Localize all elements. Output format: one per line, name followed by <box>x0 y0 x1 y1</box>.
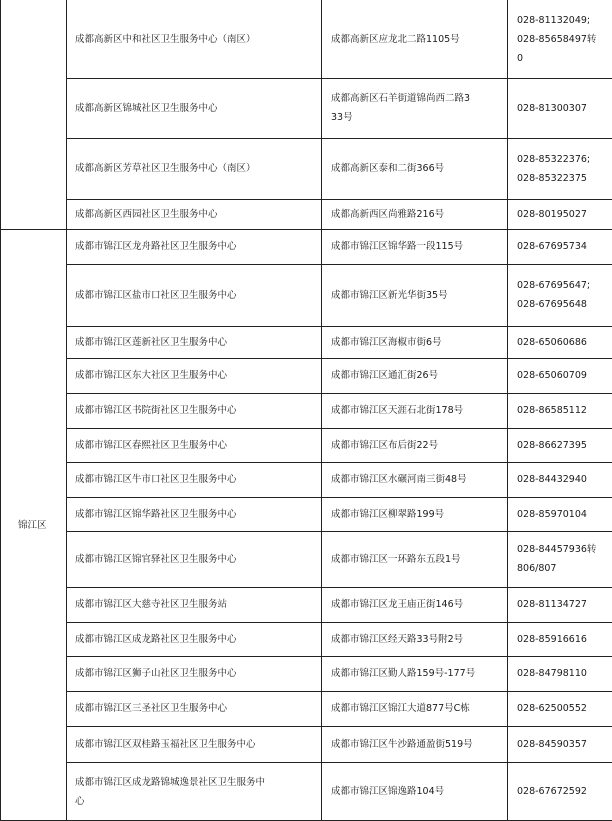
facility-name: 成都高新区西园社区卫生服务中心 <box>75 208 218 220</box>
facility-name-cell <box>66 587 321 622</box>
address-cell <box>321 462 507 497</box>
phone-cell <box>507 358 612 393</box>
facility-address: 成都市锦江区一环路东五段1号 <box>331 553 461 565</box>
facility-address: 成都高新区石羊街道锦尚西二路3 33号 <box>331 93 471 123</box>
phone-cell <box>507 462 612 497</box>
facility-name: 成都市锦江区成龙路锦城逸景社区卫生服务中 心 <box>75 776 266 807</box>
facility-name: 成都高新区中和社区卫生服务中心（南区） <box>75 33 256 45</box>
facility-phone: 028-62500552 <box>517 703 587 714</box>
facility-name: 成都市锦江区三圣社区卫生服务中心 <box>75 703 228 714</box>
facility-address: 成都市锦江区柳翠路199号 <box>331 508 445 520</box>
facility-name: 成都市锦江区狮子山社区卫生服务中心 <box>75 668 237 679</box>
facility-name-cell <box>66 656 321 691</box>
address-cell <box>321 762 507 821</box>
facility-address: 成都市锦江区勤人路159号-177号 <box>331 668 476 679</box>
facility-phone: 028-85970104 <box>517 508 587 520</box>
facility-name-cell <box>66 0 321 78</box>
facility-phone: 028-67695647; 028-67695648 <box>517 280 591 310</box>
facility-address: 成都市锦江区锦逸路104号 <box>331 786 445 797</box>
phone-cell <box>507 587 612 622</box>
phone-cell <box>507 264 612 326</box>
facility-phone: 028-80195027 <box>517 208 587 220</box>
phone-cell <box>507 726 612 762</box>
facility-address: 成都市锦江区锦江大道877号C栋 <box>331 703 470 714</box>
address-cell <box>321 78 507 138</box>
facility-name: 成都市锦江区龙舟路社区卫生服务中心 <box>75 241 237 252</box>
facility-address: 成都市锦江区通汇街26号 <box>331 370 439 381</box>
facility-name: 成都市锦江区春熙社区卫生服务中心 <box>75 439 228 451</box>
facility-address: 成都市锦江区锦华路一段115号 <box>331 241 464 252</box>
phone-cell <box>507 691 612 726</box>
facility-phone: 028-81132049; 028-85658497转 0 <box>517 14 597 64</box>
address-cell <box>321 229 507 264</box>
facility-name-cell <box>66 393 321 428</box>
address-cell <box>321 691 507 726</box>
address-cell <box>321 622 507 656</box>
address-cell <box>321 138 507 199</box>
facility-name-cell <box>66 497 321 531</box>
facility-name: 成都市锦江区成龙路社区卫生服务中心 <box>75 633 237 645</box>
address-cell <box>321 587 507 622</box>
facility-address: 成都高新区泰和二街366号 <box>331 163 445 174</box>
phone-cell <box>507 762 612 821</box>
facility-name-cell <box>66 326 321 358</box>
phone-cell <box>507 138 612 199</box>
facility-name: 成都市锦江区莲新社区卫生服务中心 <box>75 336 228 348</box>
facility-name-cell <box>66 78 321 138</box>
phone-cell <box>507 393 612 428</box>
facility-name-cell <box>66 462 321 497</box>
facility-address: 成都市锦江区水碾河南三街48号 <box>331 474 467 485</box>
phone-cell <box>507 0 612 78</box>
facility-address: 成都市锦江区龙王庙正街146号 <box>331 599 464 610</box>
facility-address: 成都高新西区尚雅路216号 <box>331 208 445 220</box>
facility-name: 成都高新区芳草社区卫生服务中心（南区） <box>75 163 256 174</box>
facility-phone: 028-85916616 <box>517 633 587 645</box>
facility-phone: 028-84457936转 806/807 <box>517 544 597 574</box>
phone-cell <box>507 78 612 138</box>
facility-address: 成都市锦江区布后街22号 <box>331 439 439 451</box>
phone-cell <box>507 497 612 531</box>
address-cell <box>321 0 507 78</box>
facility-name-cell <box>66 229 321 264</box>
address-cell <box>321 326 507 358</box>
phone-cell <box>507 229 612 264</box>
address-cell <box>321 531 507 587</box>
facility-name-cell <box>66 622 321 656</box>
facility-name-cell <box>66 428 321 462</box>
facility-phone: 028-65060686 <box>517 336 587 348</box>
facility-phone: 028-84590357 <box>517 738 587 750</box>
facility-phone: 028-84432940 <box>517 474 587 485</box>
facility-address: 成都市锦江区经天路33号附2号 <box>331 633 464 645</box>
address-cell <box>321 264 507 326</box>
facility-phone: 028-81300307 <box>517 102 587 114</box>
facility-name-cell <box>66 199 321 229</box>
facility-name-cell <box>66 264 321 326</box>
facility-name-cell <box>66 358 321 393</box>
district-label: 锦江区 <box>18 519 47 531</box>
phone-cell <box>507 531 612 587</box>
facility-name: 成都市锦江区东大社区卫生服务中心 <box>75 370 228 381</box>
address-cell <box>321 428 507 462</box>
facility-address: 成都市锦江区海椒市街6号 <box>331 336 442 348</box>
address-cell <box>321 497 507 531</box>
facility-name: 成都市锦江区双桂路玉福社区卫生服务中心 <box>75 738 256 750</box>
facility-phone: 028-85322376; 028-85322375 <box>517 153 591 184</box>
facility-address: 成都市锦江区新光华街35号 <box>331 289 448 301</box>
facility-name: 成都市锦江区大慈寺社区卫生服务站 <box>75 599 228 610</box>
address-cell <box>321 726 507 762</box>
facility-name-cell <box>66 691 321 726</box>
facility-name-cell <box>66 138 321 199</box>
facility-phone: 028-86585112 <box>517 405 587 416</box>
facility-phone: 028-84798110 <box>517 668 587 679</box>
facility-name: 成都高新区锦城社区卫生服务中心 <box>75 102 218 114</box>
facility-phone: 028-81134727 <box>517 599 587 610</box>
district-cell-jinjiang <box>0 229 66 821</box>
facility-name: 成都市锦江区锦华路社区卫生服务中心 <box>75 508 237 520</box>
facility-name-cell <box>66 762 321 821</box>
facility-address: 成都市锦江区牛沙路通盈街519号 <box>331 738 473 750</box>
facility-name: 成都市锦江区书院街社区卫生服务中心 <box>75 405 237 416</box>
phone-cell <box>507 656 612 691</box>
facility-name-cell <box>66 531 321 587</box>
facility-phone: 028-65060709 <box>517 370 587 381</box>
facility-address: 成都高新区应龙北二路1105号 <box>331 33 460 45</box>
facility-address: 成都市锦江区天涯石北街178号 <box>331 405 464 416</box>
address-cell <box>321 358 507 393</box>
phone-cell <box>507 326 612 358</box>
facility-name: 成都市锦江区锦官驿社区卫生服务中心 <box>75 553 237 565</box>
facility-name: 成都市锦江区盐市口社区卫生服务中心 <box>75 289 237 301</box>
address-cell <box>321 393 507 428</box>
facility-name: 成都市锦江区牛市口社区卫生服务中心 <box>75 474 237 485</box>
facility-phone: 028-67695734 <box>517 241 587 252</box>
phone-cell <box>507 428 612 462</box>
facility-phone: 028-67672592 <box>517 786 587 797</box>
phone-cell <box>507 199 612 229</box>
address-cell <box>321 199 507 229</box>
facility-phone: 028-86627395 <box>517 439 587 451</box>
phone-cell <box>507 622 612 656</box>
district-cell-top <box>0 0 66 229</box>
address-cell <box>321 656 507 691</box>
facility-name-cell <box>66 726 321 762</box>
